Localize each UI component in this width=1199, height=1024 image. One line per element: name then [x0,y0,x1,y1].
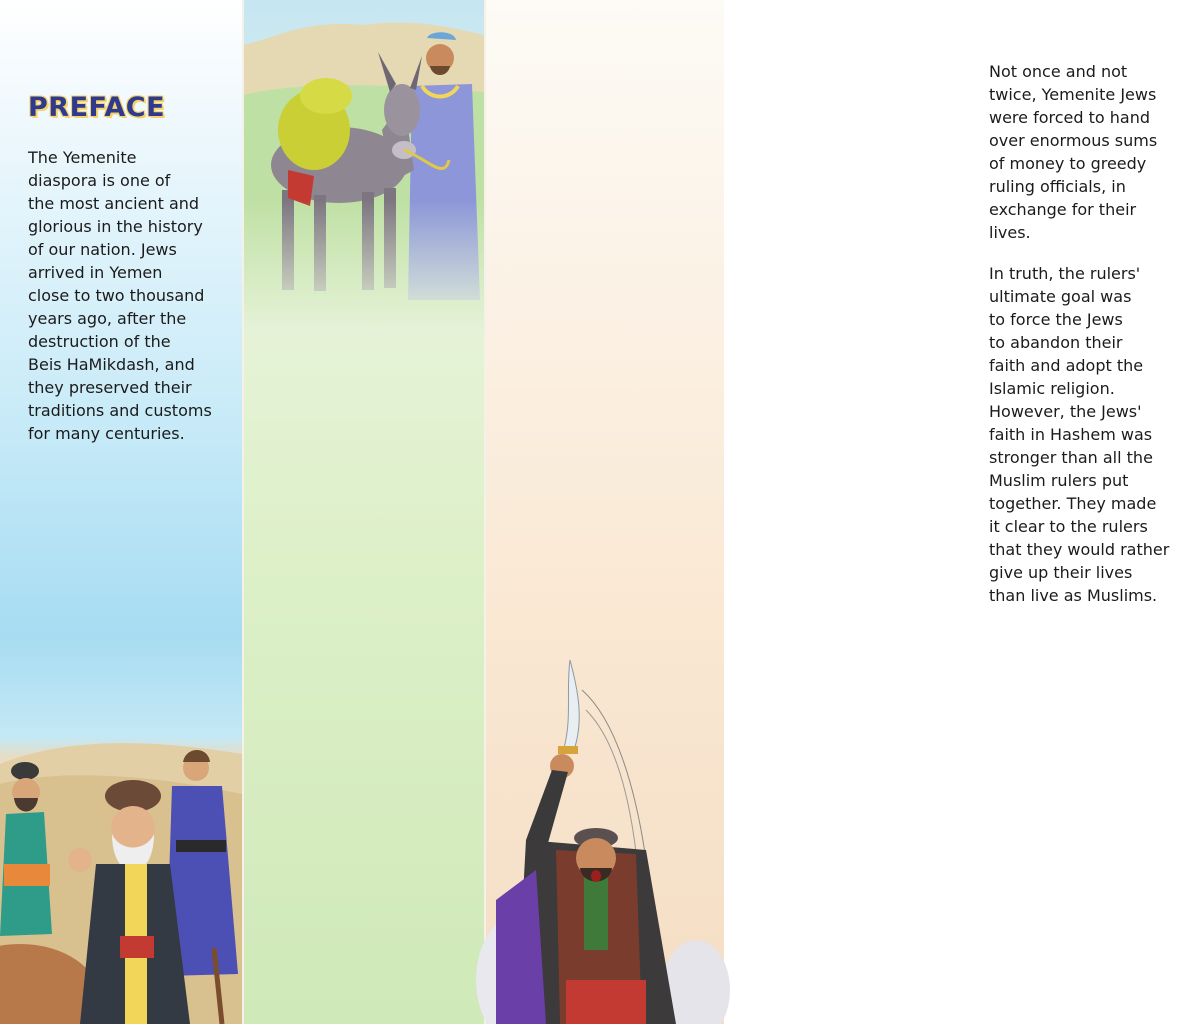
intro-paragraph: The Yemenite diaspora is one of the most ancient and glorious in the history of our nation. Jews arrived in Yemen close to two thousand years ago, after the destruction of the Beis HaMikdash, and they preserved their traditions and customs for many centuries. [28,148,212,443]
right-column [486,0,1170,1024]
page-title: PREFACE [28,92,166,123]
middle-column [244,0,484,1024]
left-column [0,0,242,1024]
ransom-paragraph: Not once and not twice, Yemenite Jews were forced to hand over enormous sums of money to greedy ruling officials, in exchange for their lives. [989,62,1158,242]
faith-paragraph: In truth, the rulers' ultimate goal was to force the Jews to abandon their faith and adopt the Islamic religion. However, the Jews' faith in Hashem was stronger than all the Muslim rulers put together. They made it clear to the rulers that they would rather give up their lives than live as Muslims. [989,264,1170,605]
ruler-raising-sword-illustration [486,650,724,1024]
yemenite-jews-group-illustration [0,724,242,1024]
man-leading-donkey-illustration [244,0,484,330]
